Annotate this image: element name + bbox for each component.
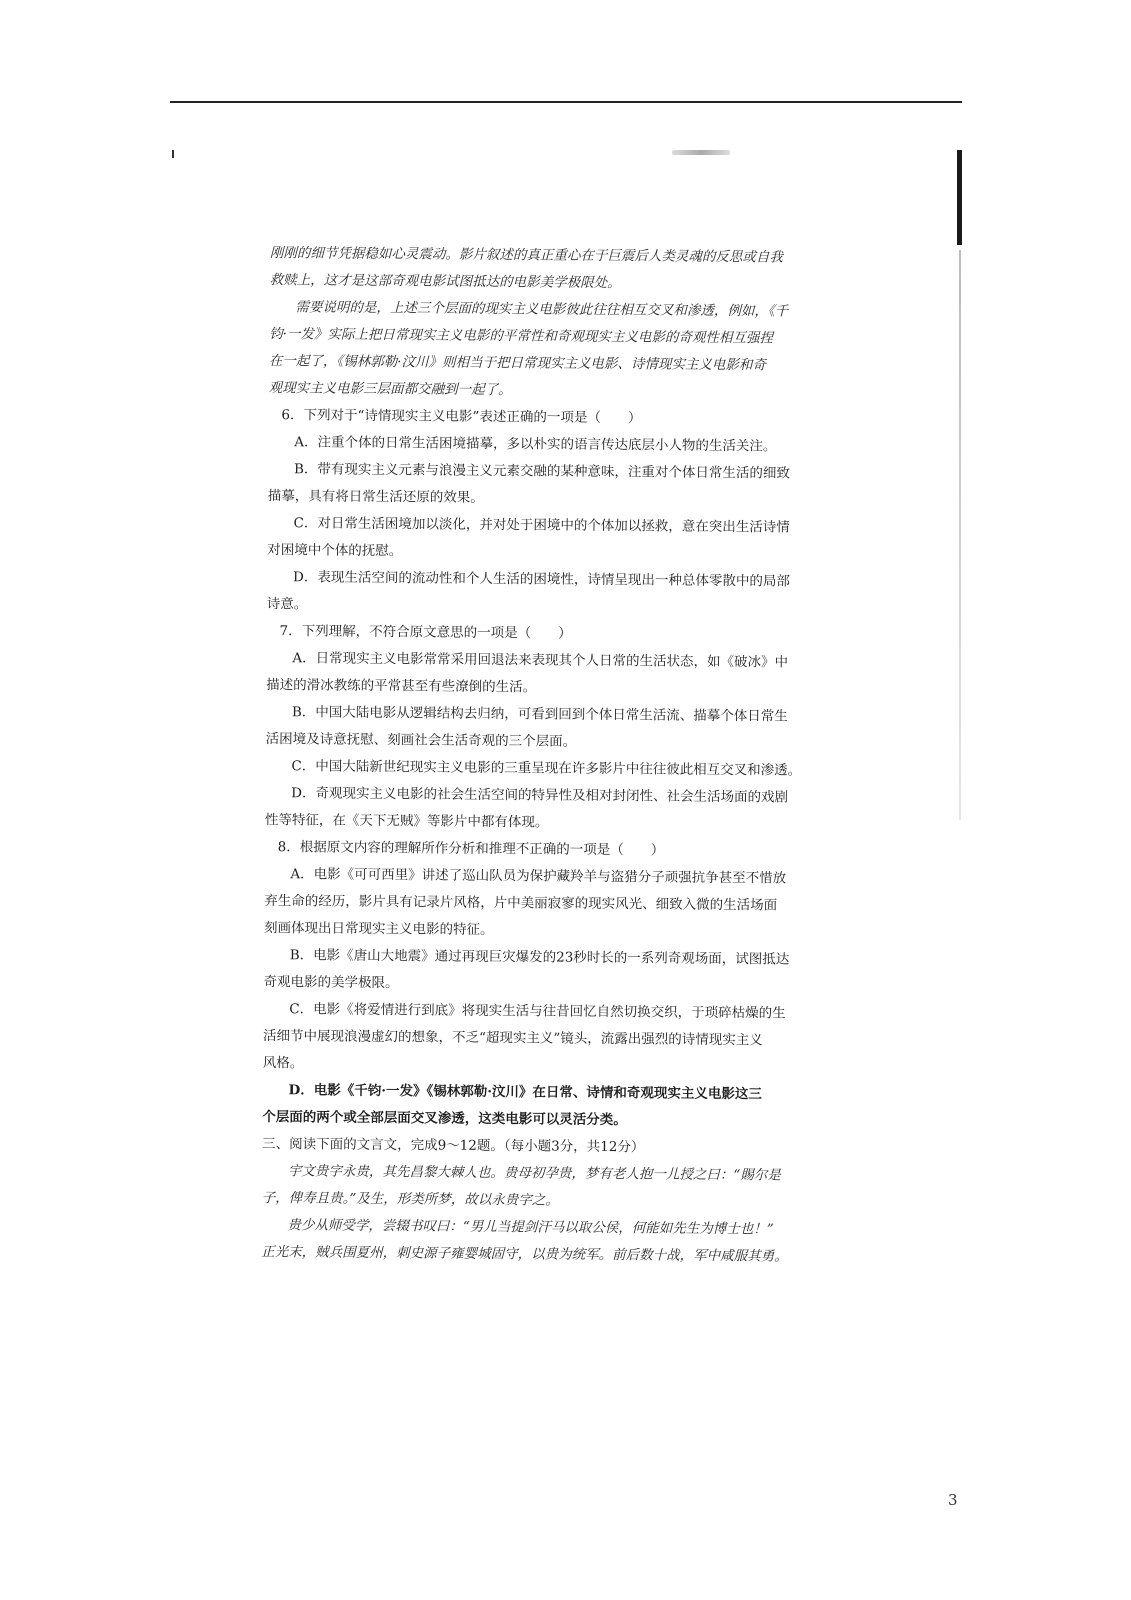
text-line: D．奇观现实主义电影的社会生活空间的特异性及相对封闭性、社会生活场面的戏剧 <box>291 785 789 806</box>
text-line: A．电影《可可西里》讲述了巡山队员为保护藏羚羊与盗猎分子顽强抗争甚至不惜放 <box>290 866 787 887</box>
text-line: 钧·一发》实际上把日常现实主义电影的平常性和奇观现实主义电影的奇观性相互强捏 <box>269 325 774 347</box>
page-number: 3 <box>948 1491 958 1509</box>
text-line: A．日常现实主义电影常常采用回退法来表现其个人日常的生活状态，如《破冰》中 <box>292 650 789 671</box>
text-line: 奇观电影的美学极限。 <box>263 973 399 992</box>
text-line: D．表现生活空间的流动性和个人生活的困境性，诗情呈现出一种总体零散中的局部 <box>292 569 790 590</box>
text-line: 三、阅读下面的文言文，完成9～12题。（每小题3分，共12分） <box>262 1135 645 1156</box>
text-line: A．注重个体的日常生活困境描摹，多以朴实的语言传达底层小人物的生活关注。 <box>294 434 777 455</box>
text-line: C．对日常生活困境加以淡化，并对处于困境中的个体加以拯救，意在突出生活诗情 <box>293 515 790 536</box>
text-line: 贵少从师受学，尝辍书叹曰：“男儿当提剑汗马以取公侯，何能如先生为博士也！” <box>287 1217 774 1238</box>
text-line: 个层面的两个或全部层面交叉渗透，这类电影可以灵活分类。 <box>262 1108 627 1129</box>
text-line: 7．下列理解，不符合原文意思的一项是（ ） <box>279 623 572 642</box>
text-line: 6．下列对于“诗情现实主义电影”表述正确的一项是（ ） <box>281 407 642 427</box>
text-line: B．带有现实主义元素与浪漫主义元素交融的某种意味，注重对个体日常生活的细致 <box>293 461 790 482</box>
text-line: 刻画体现出日常现实主义电影的特征。 <box>263 919 494 938</box>
text-line: 观现实主义电影三层面都交融到一起了。 <box>268 379 512 399</box>
text-line: 对困境中个体的抚慰。 <box>267 541 403 560</box>
text-line: B．电影《唐山大地震》通过再现巨灾爆发的23秒时长的一系列奇观场面，试图抵达 <box>289 947 790 968</box>
text-line: 活困境及诗意抚慰、刻画社会生活奇观的三个层面。 <box>265 730 577 750</box>
text-line: 正光末，贼兵围夏州，刺史源子雍婴城固守，以贵为统军。前后数十战，军中咸服其勇。 <box>261 1243 788 1265</box>
text-line: 救赎上，这才是这部奇观电影试图抵达的电影美学极限处。 <box>269 271 621 292</box>
scan-mark <box>172 150 174 158</box>
text-line: C．电影《将爱情进行到底》将现实生活与往昔回忆自然切换交织，于琐碎枯燥的生 <box>289 1001 786 1022</box>
text-line: 活细节中展现浪漫虚幻的想象，不乏“超现实主义”镜头，流露出强烈的诗情现实主义 <box>262 1027 763 1049</box>
binding-edge <box>957 150 962 245</box>
text-line: 描述的滑冰教练的平常甚至有些潦倒的生活。 <box>266 676 537 696</box>
scan-smudge <box>672 150 730 155</box>
text-line: 宇文贵字永贵，其先昌黎大棘人也。贵母初孕贵，梦有老人抱一儿授之曰：“賜尔是 <box>287 1163 781 1184</box>
text-line: 诗意。 <box>266 595 308 613</box>
text-line: 风格。 <box>262 1054 304 1072</box>
text-line: 性等特征，在《天下无贼》等影片中都有体现。 <box>264 811 549 831</box>
header-rule <box>170 101 962 103</box>
binding-shadow <box>959 250 961 820</box>
text-line: D．电影《千钧·一发》《锡林郭勒·汶川》在日常、诗情和奇观现实主义电影这三 <box>288 1082 762 1103</box>
text-line: 8．根据原文内容的理解所作分析和推理不正确的一项是（ ） <box>277 839 665 859</box>
document-body <box>261 240 920 1272</box>
text-line: 子，俾寿且贵。”及生，形类所梦，故以永贵字之。 <box>261 1189 559 1209</box>
text-line: 描摹，具有将日常生活还原的效果。 <box>267 487 484 506</box>
text-line: C．中国大陆新世纪现实主义电影的三重呈现在许多影片中往往彼此相互交叉和渗透。 <box>291 758 802 779</box>
text-line: 刚刚的细节凭据稳如心灵震动。影片叙述的真正重心在于巨震后人类灵魂的反思或自我 <box>269 244 783 266</box>
text-line: 在一起了，《锡林郭勒·汶川》则相当于把日常现实主义电影、诗情现实主义电影和奇 <box>268 352 767 374</box>
text-line: B．中国大陆电影从逻辑结构去归纳，可看到回到个体日常生活流、描摹个体日常生 <box>291 704 788 725</box>
text-line: 需要说明的是，上述三个层面的现实主义电影彼此往往相互交叉和渗透，例如，《千 <box>295 299 789 320</box>
text-line: 弃生命的经历，影片具有记录片风格，片中美丽寂寥的现实风光、细致入微的生活场面 <box>264 892 778 914</box>
